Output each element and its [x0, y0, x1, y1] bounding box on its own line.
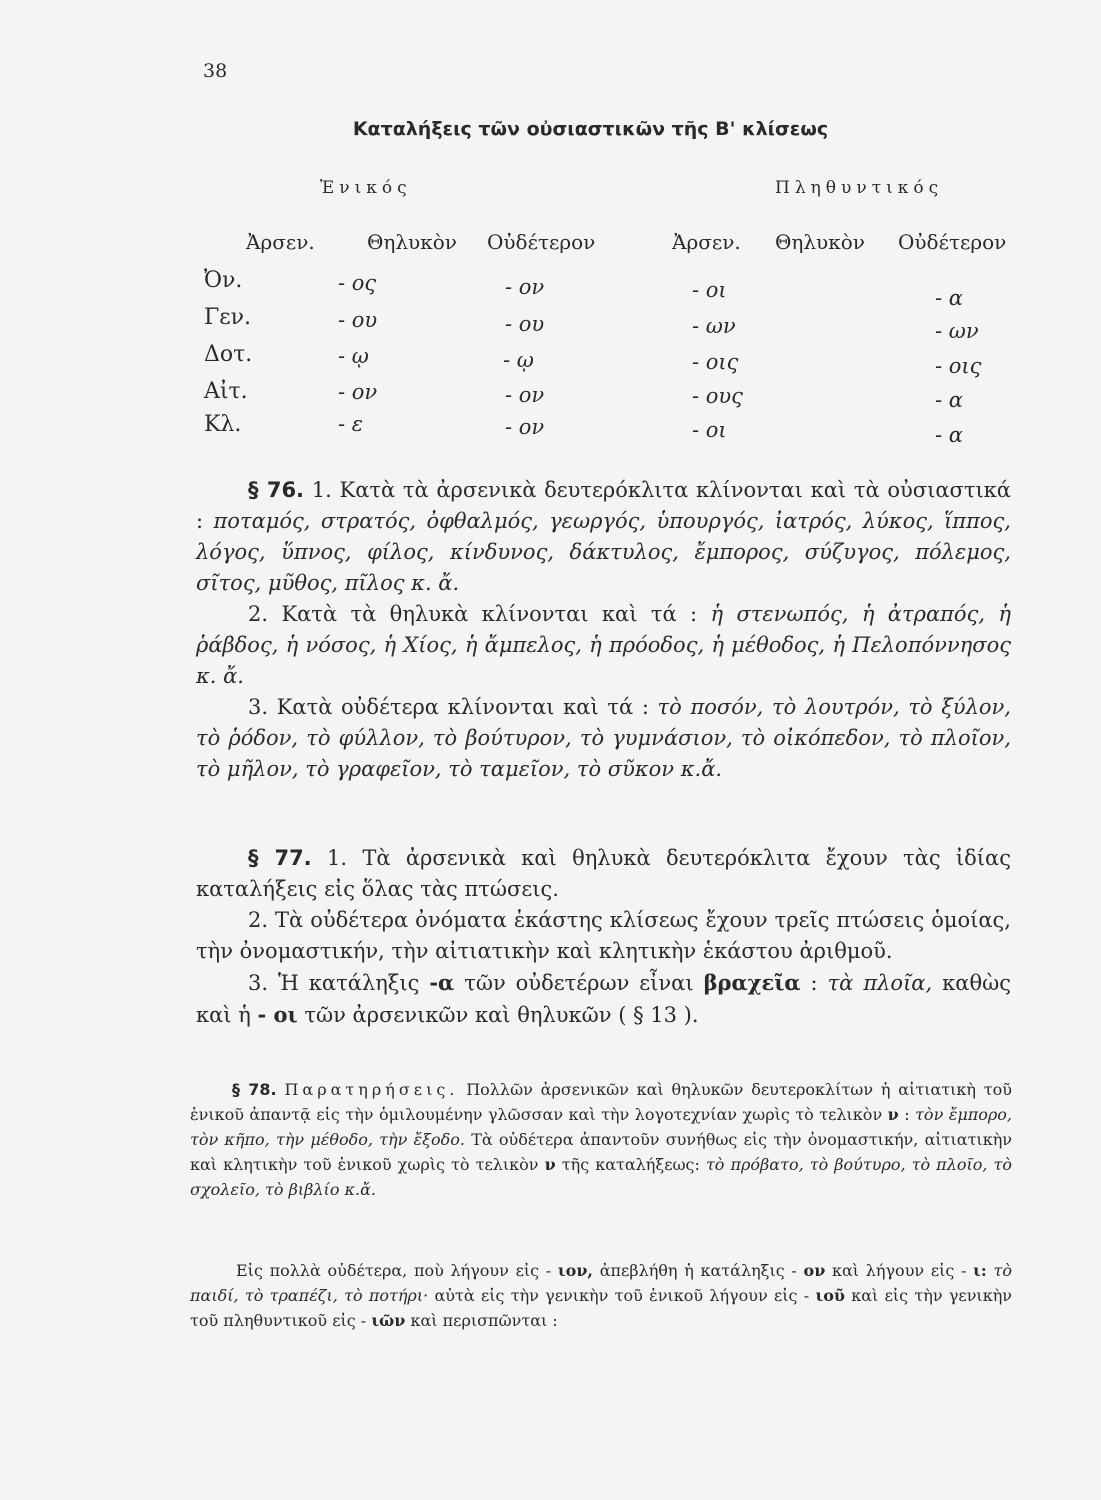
s76-paragraph-1: § 76. 1. Κατὰ τὰ ἀρσενικὰ δευτερόκλιτα κλίνονται καὶ τὰ οὐσιαστικά : ποταμός, στρατός, ὀφθαλμός, γεωργός, ὑπουργός, ἰατρός, λύκος, ἵππος, λόγος, ὕπνος, φίλος, κίνδυνος, δάκτυλος, ἔμπορος, σύζυγος, πόλεμος, σῖτος, μῦθος, πῖλος κ. ἄ.	[196, 478, 1011, 595]
ending-pl-masc: - οις	[692, 350, 739, 374]
col-header-sg-masc: Ἀρσεν.	[246, 230, 315, 254]
ending-pl-masc: - οι	[692, 418, 727, 442]
ending-sg-neut: - ον	[505, 275, 545, 299]
ending-pl-neut: - α	[935, 286, 963, 310]
page-number: 38	[203, 60, 228, 82]
ending-pl-neut: - α	[935, 423, 963, 447]
ending-pl-masc: - ους	[692, 384, 743, 408]
ending-sg-masc: - ος	[338, 271, 377, 295]
ending-pl-masc: - ων	[692, 314, 736, 338]
case-label: Αἰτ.	[204, 379, 248, 404]
s77-paragraph-1: § 77. 1. Τὰ ἀρσενικὰ καὶ θηλυκὰ δευτερόκλιτα ἔχουν τὰς ἰδίας καταλήξεις εἰς ὅλας τὰς πτώσεις.	[196, 846, 1011, 901]
s77-paragraph-3: 3. Ἡ κατάληξις -α τῶν οὐδετέρων εἶναι βραχεῖα : τὰ πλοῖα, καθὼς καὶ ἡ - οι τῶν ἀρσενικῶν καὶ θηλυκῶν ( § 13 ).	[196, 970, 1011, 1027]
ending-sg-neut: - ον	[505, 383, 545, 407]
ending-sg-masc: - ε	[338, 412, 364, 436]
col-header-sg-fem: Θηλυκὸν	[367, 230, 457, 254]
ending-sg-neut: - ον	[505, 415, 545, 439]
ending-pl-masc: - οι	[692, 278, 727, 302]
case-label: Γεν.	[204, 305, 252, 330]
s76-paragraph-2: 2. Κατὰ τὰ θηλυκὰ κλίνονται καὶ τά : ἡ στενωπός, ἡ ἀτραπός, ἡ ῥάβδος, ἡ νόσος, ἡ Χίος, ἡ ἄμπελος, ἡ πρόοδος, ἡ μέθοδος, ἡ Πελοπόννησος κ. ἄ.	[196, 602, 1011, 688]
s77-paragraph-2: 2. Τὰ οὐδέτερα ὀνόματα ἑκάστης κλίσεως ἔχουν τρεῖς πτώσεις ὁμοίας, τὴν ὀνομαστικήν, τὴν αἰτιατικὴν καὶ κλητικὴν ἑκάστου ἀριθμοῦ.	[196, 908, 1011, 963]
table-title: Καταλήξεις τῶν οὐσιαστικῶν τῆς Β' κλίσεως	[352, 118, 829, 140]
col-header-sg-neut: Οὐδέτερον	[487, 230, 596, 254]
ending-sg-masc: - ῳ	[338, 344, 369, 368]
ending-sg-masc: - ον	[338, 380, 378, 404]
final-note: Εἰς πολλὰ οὐδέτερα, ποὺ λήγουν εἰς - ιον, ἀπεβλήθη ἡ κατάληξις - ον καὶ λήγουν εἰς - ι: τὸ παιδί, τὸ τραπέζι, τὸ ποτήρι· αὐτὰ εἰς τὴν γενικὴν τοῦ ἑνικοῦ λήγουν εἰς - ιοῦ καὶ εἰς τὴν γενικὴν τοῦ πληθυντικοῦ εἰς - ιῶν καὶ περισπῶνται :	[190, 1261, 1013, 1330]
singular-group-label: Ἑνικός	[320, 178, 412, 198]
col-header-pl-fem: Θηλυκὸν	[775, 230, 865, 254]
section-number: § 76.	[248, 478, 305, 502]
section-78-note: § 78. Παρατηρήσεις. Πολλῶν ἀρσενικῶν καὶ θηλυκῶν δευτεροκλίτων ἡ αἰτιατικὴ τοῦ ἑνικοῦ ἀπαντᾷ εἰς τὴν ὁμιλουμένην γλῶσσαν καὶ τὴν λογοτεχνίαν χωρὶς τὸ τελικὸν ν : τὸν ἔμπορο, τὸν κῆπο, τὴν μέθοδο, τὴν ἔξοδο. Τὰ οὐδέτερα ἀπαντοῦν συνήθως εἰς τὴν ὀνομαστικήν, αἰτιατικὴν καὶ κλητικὴν τοῦ ἑνικοῦ χωρὶς τὸ τελικὸν ν τῆς καταλήξεως: τὸ πρόβατο, τὸ βούτυρο, τὸ πλοῖο, τὸ σχολεῖο, τὸ βιβλίο κ.ἄ.	[190, 1080, 1013, 1199]
ending-sg-masc: - ου	[338, 308, 378, 332]
case-label: Δοτ.	[204, 342, 253, 367]
col-header-pl-masc: Ἀρσεν.	[672, 230, 741, 254]
plural-group-label: Πληθυντικός	[775, 178, 944, 198]
section-76	[196, 475, 1011, 785]
section-77	[196, 843, 1011, 1031]
section-number: § 78.	[232, 1080, 277, 1099]
ending-pl-neut: - οις	[935, 354, 982, 378]
ending-sg-neut: - ου	[505, 312, 545, 336]
ending-pl-neut: - α	[935, 388, 963, 412]
ending-pl-neut: - ων	[935, 319, 979, 343]
s76-paragraph-3: 3. Κατὰ οὐδέτερα κλίνονται καὶ τά : τὸ ποσόν, τὸ λουτρόν, τὸ ξύλον, τὸ ῥόδον, τὸ φύλλον, τὸ βούτυρον, τὸ γυμνάσιον, τὸ οἰκόπεδον, τὸ πλοῖον, τὸ μῆλον, τὸ γραφεῖον, τὸ ταμεῖον, τὸ σῦκον κ.ἄ.	[196, 695, 1011, 781]
case-label: Ὀν.	[204, 268, 243, 293]
col-header-pl-neut: Οὐδέτερον	[898, 230, 1007, 254]
section-number: § 77.	[248, 846, 312, 870]
case-label: Κλ.	[204, 412, 242, 437]
ending-sg-neut: - ῳ	[503, 348, 534, 372]
